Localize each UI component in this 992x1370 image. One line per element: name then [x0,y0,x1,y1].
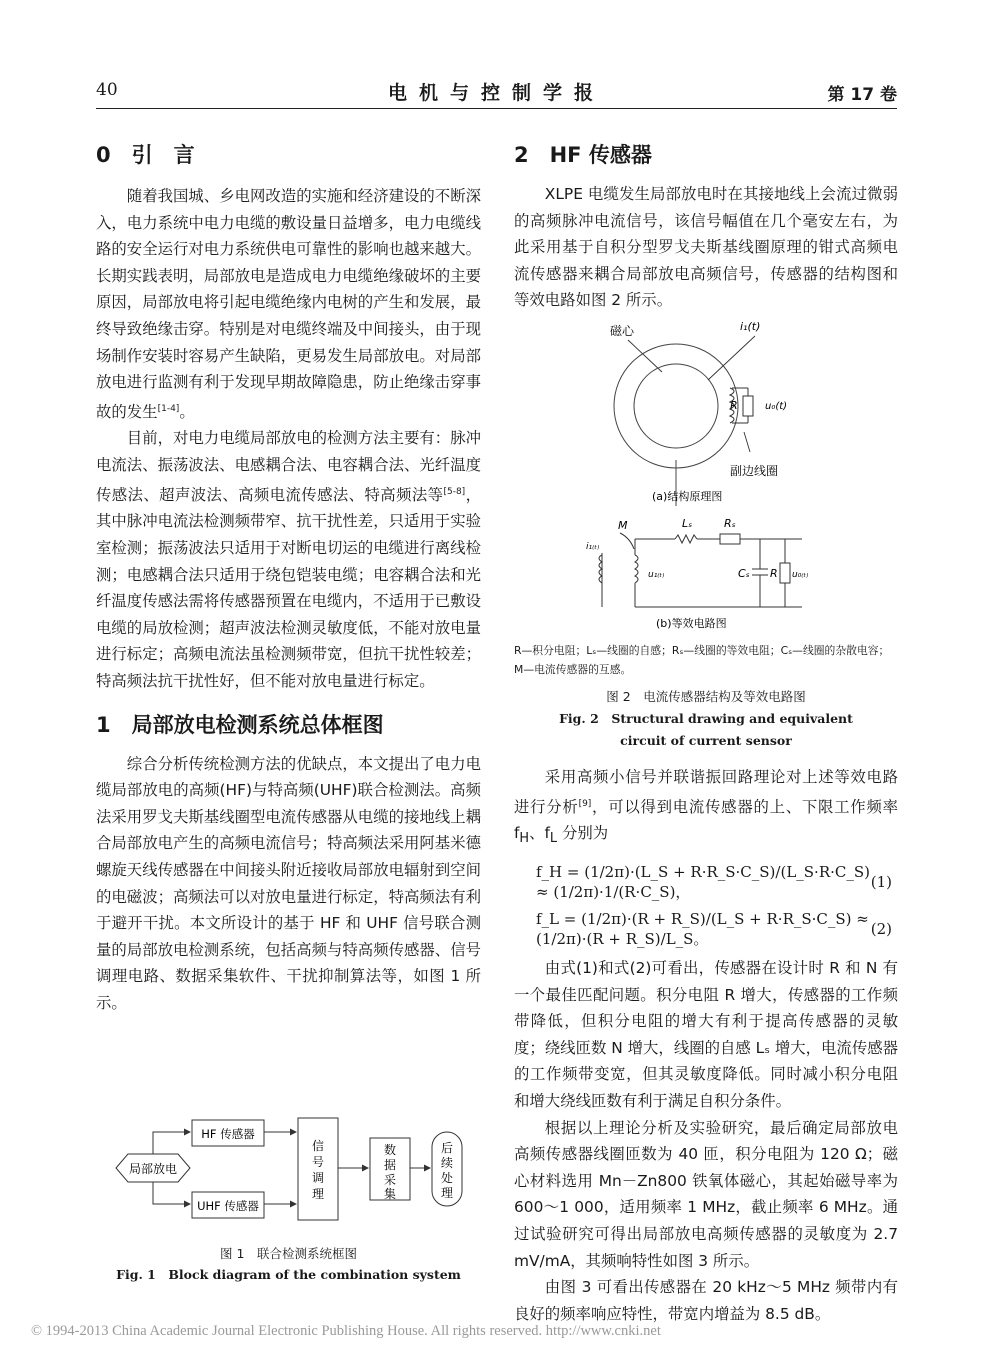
punct: 。 [179,402,195,421]
section-0-title: 0 引 言 [96,143,195,167]
block-char: 数 [383,1143,397,1157]
paragraph: 采用高频小信号并联谐振回路理论对上述等效电路进行分析[9]，可以得到电流传感器的上、下限工作频率 $f_H$、$f_L$ 分别为 [514,768,898,847]
figure-1-caption-en: Fig. 1 Block diagram of the combination system [116,1267,461,1282]
paragraph [96,425,481,694]
figure-1-caption-cn: 图 1 联合检测系统框图 [220,1246,357,1261]
block-char: 号 [311,1155,325,1169]
page-number: 40 [96,80,118,100]
sec0-p2a: 目前，对电力电缆局部放电的检测方法主要有：脉冲电流法、振荡波法、电感耦合法、电容耦合法、光纤温度传感法、超声波法、高频电流传感法、特高频法等 [96,429,481,504]
figure-2-caption-en-1: Fig. 2 Structural drawing and equivalent [559,711,853,726]
u02-label: u₀₍ₜ₎ [792,570,809,580]
source-label: 局部放电 [128,1162,178,1176]
equation-1-row [514,863,898,902]
right-column-top [514,130,898,314]
figure-2-caption-en-2: circuit of current sensor [620,733,792,748]
citation: [1-4] [157,403,180,414]
sec2-p1: XLPE 电缆发生局部放电时在其接地线上会流过微弱的高频脉冲电流信号，该信号幅值在几个毫安左右，为此采用基于自积分型罗戈夫斯基线圈原理的钳式高频电流传感器来耦合局部放电高频信号，传感器的结构图和等效电路如图 2 所示。 [514,185,898,310]
r-label: R [730,399,738,412]
journal-title: 电机与控制学报 [387,82,605,104]
section-2-title: 2 HF 传感器 [514,143,652,167]
ls-label: Lₛ [682,517,693,530]
u0-label: u₀(t) [765,401,788,412]
equation-2-row [514,910,898,949]
mutual-label: M [618,519,628,532]
running-header [96,78,897,109]
sec2-p4: 根据以上理论分析及实验研究，最后确定局部放电高频传感器线圈匝数为 40 匝，积分电阻为 120 Ω；磁心材料选用 Mn－Zn800 铁氧体磁心，其起始磁导率为 600～1 000，适用频率 1 MHz，截止频率 6 MHz。通过试验研究可得出局部放电高频传感器的灵敏度为 2.7 mV/mA，其频响特性如图 3 所示。 [514,1118,898,1270]
sec0-p1: 随着我国城、乡电网改造的实施和经济建设的不断深入，电力系统中电力电缆的敷设量日益增多，电力电缆线路的安全运行对电力系统供电可靠性的影响也越来越大。长期实践表明，局部放电是造成电力电缆绝缘破坏的主要原因，局部放电将引起电缆绝缘内电树的产生和发展，最终导致绝缘击穿。特别是对电缆终端及中间接头，由于现场制作安装时容易产生缺陷，更易发生局部放电。对局部放电进行监测有利于发现早期故障隐患，防止绝缘击穿事故的发生 [96,187,481,421]
equation-2-number: (2) [870,920,892,939]
block-char: 后 [440,1141,454,1155]
u1-label: u₁₍ₜ₎ [648,570,665,580]
figure-2b-circuit [580,515,820,635]
sec2-p5: 由图 3 可看出传感器在 20 kHz～5 MHz 频带内有良好的频率响应特性，带宽内增益为 8.5 dB。 [514,1278,898,1323]
copyright-footer: © 1994-2013 China Academic Journal Electronic Publishing House. All rights reserved. http://www.cnki.net [31,1323,661,1339]
block-char: 集 [383,1187,397,1201]
conditioning-box [298,1118,338,1220]
subfig-b: (b)等效电路图 [656,617,727,630]
block-char: 据 [383,1158,397,1172]
equation-1-number: (1) [870,873,892,892]
i1-label: i₁₍ₜ₎ [586,542,600,552]
block-char: 理 [440,1186,454,1200]
right-column-bottom [514,764,898,1327]
sec2-p2-end: ，可以得到电流传感器的上、下限工作频率 f [514,797,898,843]
sec2-p2: 采用高频小信号并联谐振回路理论对上述等效电路进行分析 [514,768,898,816]
citation: [5-8] [443,486,466,497]
rs-label: Rₛ [724,517,736,530]
core-label: 磁心 [610,324,635,338]
current-label: i₁(t) [740,320,761,333]
block-char: 理 [311,1187,325,1201]
paragraph [96,183,481,425]
sec1-p1: 综合分析传统检测方法的优缺点，本文提出了电力电缆局部放电的高频(HF)与特高频(UHF)联合检测法。高频法采用罗戈夫斯基线圈型电流传感器从电缆的接地线上耦合局部放电产生的高频电流信号；特高频法采用阿基米德螺旋天线传感器在中间接头附近接收局部放电辐射到空间的电磁波；高频法可以对放电量进行标定，特高频法有利于避开干扰。本文所设计的基于 HF 和 UHF 信号联合测量的局部放电检测系统，包括高频与特高频传感器、信号调理电路、数据采集软件、干扰抑制算法等，如图 1 所示。 [96,754,481,1012]
uhf-sensor-label: UHF 传感器 [197,1199,259,1213]
hf-sensor-label: HF 传感器 [201,1127,255,1141]
resistor-R [743,396,753,416]
block-char: 调 [311,1171,325,1185]
subfig-a: (a)结构原理图 [652,490,723,503]
equation-1: f_H = (1/2π)·(L_S + R·R_S·C_S)/(L_S·R·C_S) ≈ (1/2π)·1/(R·C_S)， [536,862,870,901]
cs-label: Cₛ [738,567,750,580]
figure-2a-structure [580,310,810,510]
block-char: 续 [440,1156,454,1170]
r2-label: R [770,567,778,580]
figure-2-note: R—积分电阻；Lₛ—线圈的自感；Rₛ—线圈的等效电阻；Cₛ—线圈的杂散电容；M—电流传感器的互感。 [514,644,890,676]
citation: [9] [578,798,592,809]
figure-2-caption-cn: 图 2 电流传感器结构及等效电路图 [606,689,806,704]
resistor-Rs [720,534,740,544]
sec0-p2b: ，其中脉冲电流法检测频带窄、抗干扰性差，只适用于实验室检测；振荡波法只适用于对断电切运的电缆进行离线检测；电感耦合法只适用于绕包铠装电缆；电容耦合法和光纤温度传感法需将传感器预置在电缆内，不适用于已敷设电缆的局放检测；超声波法检测灵敏度低，不能对放电量进行标定；高频电流法虽检测频带宽，但抗干扰性较差；特高频法抗干扰性好，但不能对放电量进行标定。 [96,485,481,690]
left-column [96,130,481,1016]
equation-2: f_L = (1/2π)·(R + R_S)/(L_S + R·R_S·C_S) ≈ (1/2π)·(R + R_S)/L_S。 [536,909,869,948]
block-char: 采 [383,1173,397,1187]
coil-label: 副边线圈 [730,464,779,478]
volume-label: 第 17 卷 [827,85,897,105]
figure-1-block-diagram [108,1110,468,1240]
block-char: 处 [440,1171,454,1185]
resistor-R2 [780,563,790,583]
sec2-p3: 由式(1)和式(2)可看出，传感器在设计时 R 和 N 有一个最佳匹配问题。积分电阻 R 增大，传感器的工作频带降低，但积分电阻的增大有利于提高传感器的灵敏度；绕线匝数 N 增大，线圈的自感 Lₛ 增大，电流传感器的工作频带变宽，但其灵敏度降低。同时减小积分电阻和增大绕线匝数有利于满足自积分条件。 [514,958,898,1110]
block-char: 信 [311,1139,325,1153]
section-1-title: 1 局部放电检测系统总体框图 [96,712,384,737]
